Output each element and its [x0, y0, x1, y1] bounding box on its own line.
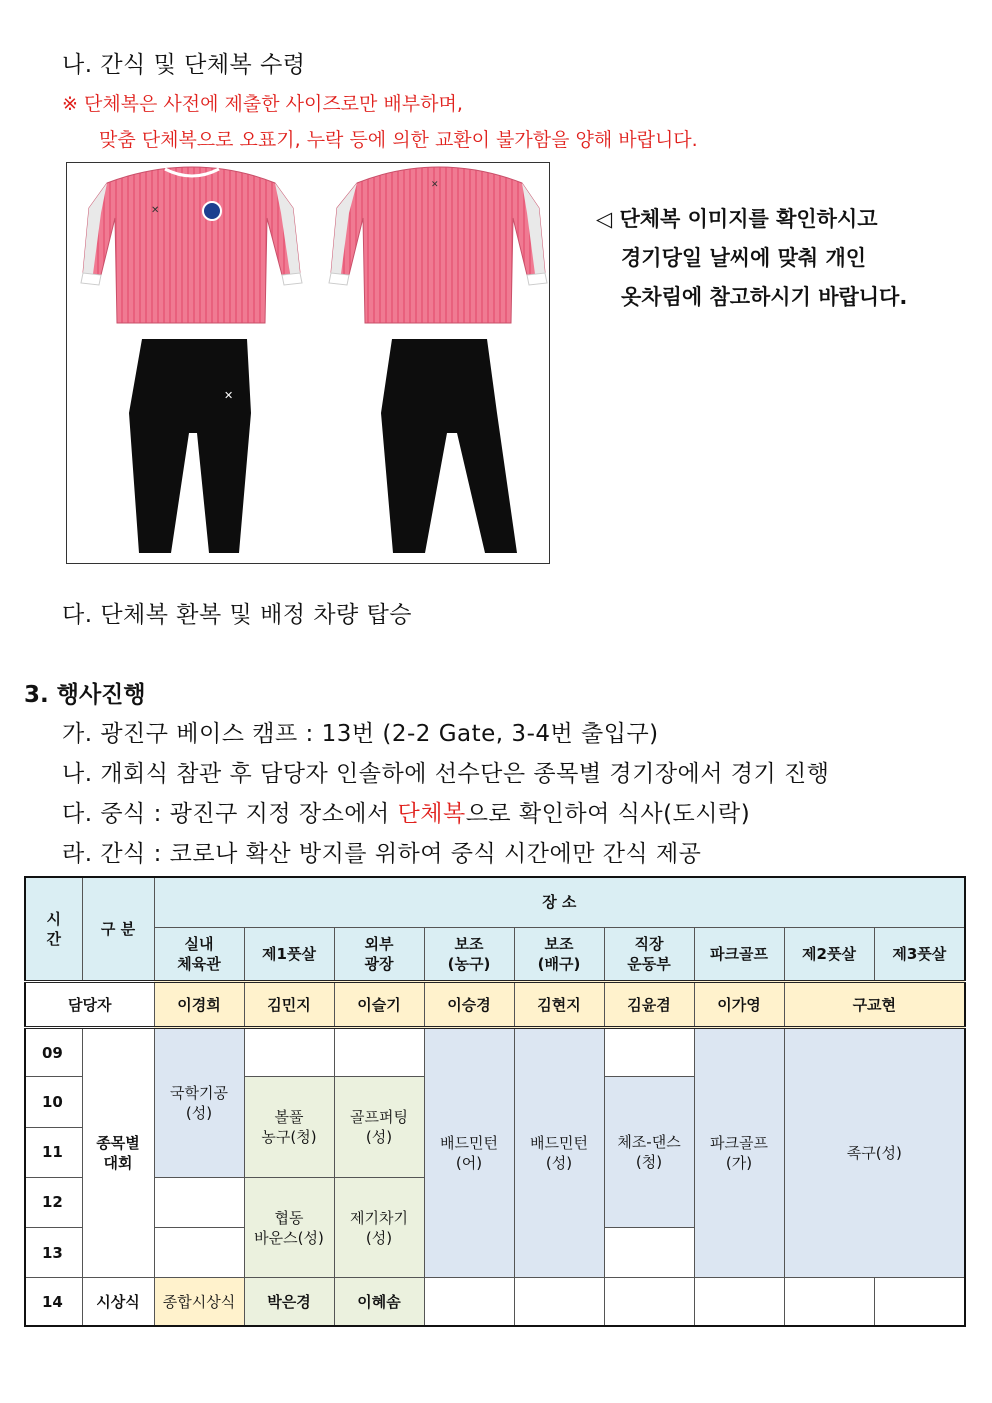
svg-text:✕: ✕ — [431, 180, 439, 190]
item-da-highlight: 단체복 — [397, 801, 466, 827]
header-place: 장 소 — [154, 877, 965, 927]
place-parkgolf: 파크골프 — [694, 927, 784, 981]
header-time — [25, 877, 82, 981]
empty-14-d — [694, 1278, 784, 1326]
event-gukhak — [154, 1028, 244, 1178]
uniform-note-line-2: 경기당일 날씨에 맞춰 개인 — [621, 246, 867, 270]
uniform-image — [66, 162, 550, 564]
item-ra: 라. 간식 : 코로나 확산 방지를 위하여 중식 시간에만 간식 제공 — [62, 841, 702, 867]
event-category-label: 종목별 대회 — [96, 1134, 140, 1173]
empty-outdoor-09 — [334, 1028, 424, 1077]
event-bolpul — [244, 1077, 334, 1177]
empty-14-b — [514, 1278, 604, 1326]
place-volleyball-label: 보조 (배구) — [537, 934, 581, 973]
event-golf-putting — [334, 1077, 424, 1177]
schedule-table — [24, 876, 966, 1327]
item-da-before: 다. 중식 : 광진구 지정 장소에서 — [62, 801, 398, 827]
empty-futsal-09 — [244, 1028, 334, 1077]
event-badminton-eo-label: 배드민턴 (어) — [440, 1134, 498, 1173]
manager-futsal-1: 김민지 — [244, 981, 334, 1027]
manager-label: 담당자 — [25, 981, 154, 1027]
manager-gym: 이경희 — [154, 981, 244, 1027]
back-pants-icon — [381, 339, 517, 553]
event-jegi-label: 제기차기 (성) — [350, 1208, 408, 1247]
item-na: 나. 개회식 참관 후 담당자 인솔하에 선수단은 종목별 경기장에서 경기 진행 — [62, 761, 830, 787]
event-category — [82, 1028, 154, 1278]
hour-14: 14 — [25, 1278, 82, 1326]
empty-workplace-09 — [604, 1028, 694, 1077]
event-parkgolf — [694, 1028, 784, 1278]
hour-10: 10 — [25, 1077, 82, 1127]
event-jokgu: 족구(성) — [784, 1028, 965, 1278]
item-da — [62, 795, 750, 828]
event-badminton-seong — [514, 1028, 604, 1278]
section-na: 나. 간식 및 단체복 수령 — [62, 52, 306, 78]
place-futsal-2: 제2풋살 — [784, 927, 874, 981]
place-outdoor-label: 외부 광장 — [364, 934, 394, 973]
place-workplace-label: 직장 운동부 — [627, 934, 671, 973]
place-outdoor — [334, 927, 424, 981]
uniform-note-line-3: 옷차림에 참고하시기 바랍니다. — [621, 285, 908, 309]
manager-futsal-2-3: 구교현 — [784, 981, 965, 1027]
event-gukhak-label: 국학기공 (성) — [170, 1083, 228, 1122]
front-pants-icon — [129, 339, 251, 553]
section-3-title: 3. 행사진행 — [24, 682, 146, 708]
svg-text:✕: ✕ — [151, 205, 160, 216]
empty-workplace-13 — [604, 1228, 694, 1278]
place-basketball-label: 보조 (농구) — [447, 934, 491, 973]
uniform-note — [596, 200, 907, 317]
event-parkgolf-label: 파크골프 (가) — [710, 1134, 768, 1173]
front-shirt-icon — [81, 167, 302, 323]
empty-14-e — [784, 1278, 874, 1326]
hour-13: 13 — [25, 1228, 82, 1278]
empty-14-c — [604, 1278, 694, 1326]
place-gym-label: 실내 체육관 — [177, 934, 221, 973]
empty-gym-12 — [154, 1177, 244, 1227]
place-futsal-3: 제3풋살 — [874, 927, 965, 981]
hour-11: 11 — [25, 1127, 82, 1177]
event-badminton-seong-label: 배드민턴 (성) — [530, 1134, 588, 1173]
back-shirt-icon — [329, 167, 547, 323]
event-golf-putting-label: 골프퍼팅 (성) — [350, 1108, 408, 1147]
ceremony-person-2: 이혜솜 — [334, 1278, 424, 1326]
empty-14-f — [874, 1278, 965, 1326]
hour-12: 12 — [25, 1177, 82, 1227]
place-futsal-1: 제1풋살 — [244, 927, 334, 981]
ceremony-person-1: 박은경 — [244, 1278, 334, 1326]
header-category: 구 분 — [82, 877, 154, 981]
event-jegi — [334, 1177, 424, 1277]
uniform-note-line-1: ◁ 단체복 이미지를 확인하시고 — [596, 207, 878, 231]
svg-text:✕: ✕ — [224, 389, 234, 402]
item-ga: 가. 광진구 베이스 캠프 : 13번 (2-2 Gate, 3-4번 출입구) — [62, 721, 659, 747]
empty-gym-13 — [154, 1228, 244, 1278]
manager-basketball: 이승경 — [424, 981, 514, 1027]
event-cooperative — [244, 1177, 334, 1277]
notice-line-2: 맞춤 단체복으로 오표기, 누락 등에 의한 교환이 불가함을 양해 바랍니다. — [99, 129, 698, 151]
manager-volleyball: 김현지 — [514, 981, 604, 1027]
ceremony-label: 시상식 — [82, 1278, 154, 1326]
place-basketball — [424, 927, 514, 981]
place-volleyball — [514, 927, 604, 981]
place-workplace — [604, 927, 694, 981]
event-gymnastics — [604, 1077, 694, 1228]
manager-outdoor: 이슬기 — [334, 981, 424, 1027]
item-da-after: 으로 확인하여 식사(도시락) — [465, 801, 751, 827]
header-time-label: 시 간 — [46, 909, 61, 948]
ceremony-event: 종합시상식 — [154, 1278, 244, 1326]
place-gym — [154, 927, 244, 981]
section-da: 다. 단체복 환복 및 배정 차량 탑승 — [62, 602, 413, 628]
manager-workplace: 김윤겸 — [604, 981, 694, 1027]
hour-09: 09 — [25, 1028, 82, 1077]
manager-parkgolf: 이가영 — [694, 981, 784, 1027]
event-bolpul-label: 볼풀 농구(청) — [261, 1108, 317, 1147]
notice-line-1: ※ 단체복은 사전에 제출한 사이즈로만 배부하며, — [62, 93, 463, 115]
event-gymnastics-label: 체조-댄스 (청) — [617, 1133, 681, 1172]
empty-14-a — [424, 1278, 514, 1326]
event-cooperative-label: 협동 바운스(성) — [254, 1208, 324, 1247]
event-badminton-eo — [424, 1028, 514, 1278]
